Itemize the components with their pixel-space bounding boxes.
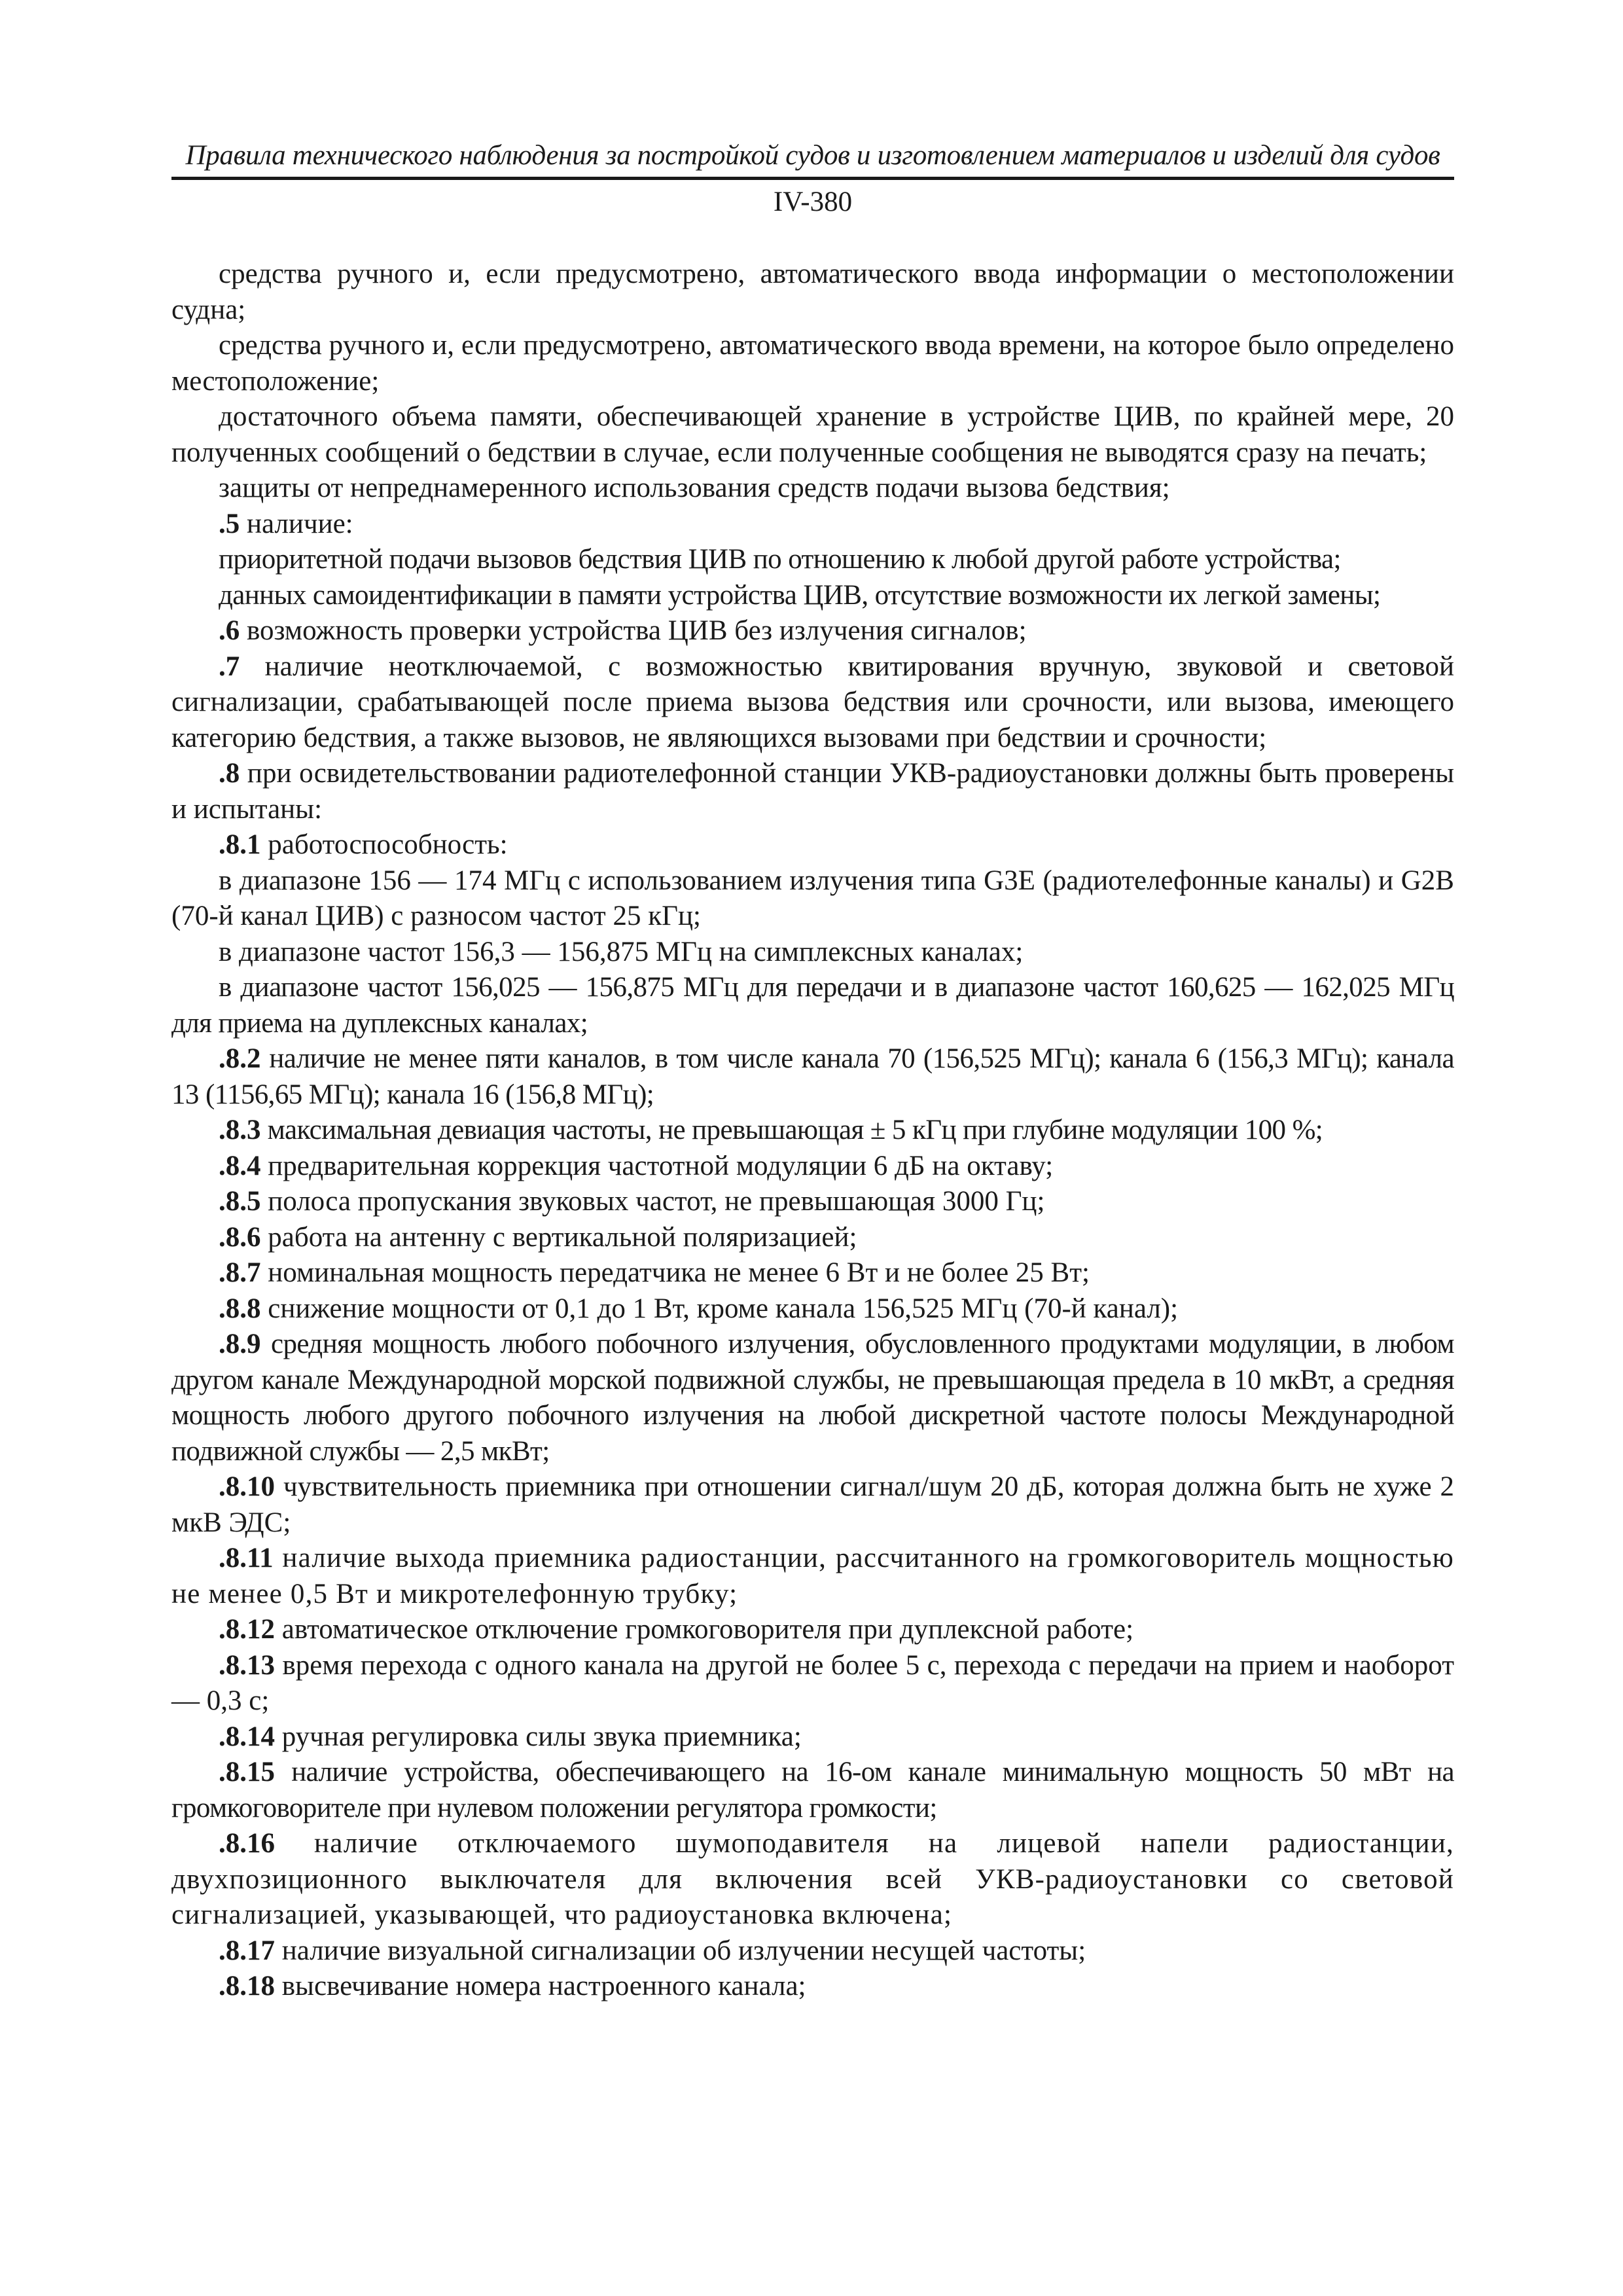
clause-number: .8.14 xyxy=(219,1721,275,1752)
paragraph-text: наличие не менее пяти каналов, в том числе канала 70 (156,525 МГц); канала 6 (156,3 МГц); канала 13 (1156,65 МГц); канала 16 (156,8 МГц); xyxy=(171,1043,1454,1110)
paragraph xyxy=(171,827,1454,863)
paragraph-text: высвечивание номера настроенного канала; xyxy=(275,1971,806,2001)
paragraph-text: максимальная девиация частоты, не превышающая ± 5 кГц при глубине модуляции 100 %; xyxy=(260,1115,1323,1145)
paragraph-text: чувствительность приемника при отношении сигнал/шум 20 дБ, которая должна быть не хуже 2 мкВ ЭДС; xyxy=(171,1471,1454,1538)
paragraph-text: в диапазоне частот 156,025 — 156,875 МГц для передачи и в диапазоне частот 160,625 — 162,025 МГц для приема на дуплексных каналах; xyxy=(171,972,1454,1039)
paragraph-text: ручная регулировка силы звука приемника; xyxy=(275,1721,802,1752)
paragraph-text: работоспособность: xyxy=(260,829,508,860)
clause-number: .8.8 xyxy=(219,1293,261,1324)
paragraph xyxy=(171,1184,1454,1220)
paragraph-text: достаточного объема памяти, обеспечивающей хранение в устройстве ЦИВ, по крайней мере, 20 полученных сообщений о бедствии в случае, если полученные сообщения не выводятся сразу на печать; xyxy=(171,401,1454,468)
paragraph xyxy=(171,1933,1454,1969)
clause-number: .8.12 xyxy=(219,1614,275,1645)
paragraph xyxy=(171,578,1454,614)
clause-number: .8.1 xyxy=(219,829,261,860)
clause-number: .8.9 xyxy=(219,1329,261,1359)
paragraph-text: при освидетельствовании радиотелефонной станции УКВ-радиоустановки должны быть проверены и испытаны: xyxy=(171,758,1454,825)
paragraph-text: в диапазоне частот 156,3 — 156,875 МГц на симплексных каналах; xyxy=(219,936,1024,967)
body-text xyxy=(171,257,1454,2005)
paragraph-text: средняя мощность любого побочного излучения, обусловленного продуктами модуляции, в любом другом канале Международной морской подвижной службы, не превышающая предела в 10 мкВт, а средняя мощность любого другого побочного излучения на любой дискретной частоте полосы Международной подвижной службы — 2,5 мкВт; xyxy=(171,1329,1454,1467)
paragraph xyxy=(171,1612,1454,1648)
paragraph xyxy=(171,399,1454,471)
paragraph xyxy=(171,1220,1454,1256)
paragraph-text: наличие устройства, обеспечивающего на 16-ом канале минимальную мощность 50 мВт на громкоговорителе при нулевом положении регулятора громкости; xyxy=(171,1757,1454,1823)
paragraph xyxy=(171,756,1454,827)
paragraph-text: наличие отключаемого шумоподавителя на лицевой напели радиостанции, двухпозиционного выключателя для включения всей УКВ-радиоустановки со световой сигнализацией, указывающей, что радиоустановка включена; xyxy=(171,1828,1454,1930)
paragraph-text: средства ручного и, если предусмотрено, автоматического ввода времени, на которое было определено местоположение; xyxy=(171,330,1454,397)
paragraph-text: наличие неотключаемой, с возможностью квитирования вручную, звуковой и световой сигнализации, срабатывающей после приема вызова бедствия или срочности, или вызова, имеющего категорию бедствия, а также вызовов, не являющихся вызовами при бедствии и срочности; xyxy=(171,651,1454,753)
clause-number: .7 xyxy=(219,651,240,682)
paragraph xyxy=(171,1541,1454,1612)
paragraph xyxy=(171,613,1454,649)
paragraph-text: наличие визуальной сигнализации об излучении несущей частоты; xyxy=(275,1935,1086,1966)
paragraph-text: защиты от непреднамеренного использования средств подачи вызова бедствия; xyxy=(219,473,1170,503)
paragraph xyxy=(171,935,1454,971)
clause-number: .8.6 xyxy=(219,1221,261,1253)
paragraph xyxy=(171,1826,1454,1933)
clause-number: .8.18 xyxy=(219,1971,275,2001)
clause-number: .8.4 xyxy=(219,1150,261,1181)
clause-number: .8.7 xyxy=(219,1257,261,1288)
paragraph-text: работа на антенну с вертикальной поляризацией; xyxy=(260,1221,857,1253)
clause-number: .8.2 xyxy=(219,1043,261,1074)
paragraph-text: средства ручного и, если предусмотрено, автоматического ввода информации о местоположении судна; xyxy=(171,259,1454,325)
paragraph-text: время перехода с одного канала на другой не более 5 с, перехода с передачи на прием и наоборот — 0,3 с; xyxy=(171,1649,1454,1716)
page-header xyxy=(171,137,1454,221)
paragraph xyxy=(171,863,1454,935)
paragraph-text: приоритетной подачи вызовов бедствия ЦИВ по отношению к любой другой работе устройства; xyxy=(219,544,1341,575)
paragraph xyxy=(171,542,1454,578)
page-number: IV-380 xyxy=(773,187,853,217)
paragraph xyxy=(171,1969,1454,2005)
clause-number: .8.13 xyxy=(219,1649,275,1681)
paragraph-text: снижение мощности от 0,1 до 1 Вт, кроме канала 156,525 МГц (70-й канал); xyxy=(260,1293,1179,1324)
paragraph xyxy=(171,649,1454,757)
paragraph xyxy=(171,1149,1454,1185)
clause-number: .8.3 xyxy=(219,1115,261,1145)
running-title: Правила технического наблюдения за постройкой судов и изготовлением материалов и изделий для судов xyxy=(185,140,1440,171)
clause-number: .8.5 xyxy=(219,1186,261,1217)
paragraph xyxy=(171,1755,1454,1826)
header-divider xyxy=(171,177,1454,180)
paragraph xyxy=(171,970,1454,1041)
paragraph xyxy=(171,1469,1454,1541)
paragraph xyxy=(171,1719,1454,1755)
clause-number: .6 xyxy=(219,615,240,646)
paragraph xyxy=(171,1648,1454,1719)
clause-number: .5 xyxy=(219,508,240,539)
paragraph xyxy=(171,1327,1454,1469)
clause-number: .8.11 xyxy=(219,1543,274,1573)
clause-number: .8.15 xyxy=(219,1757,275,1787)
clause-number: .8.10 xyxy=(219,1471,275,1502)
paragraph-text: возможность проверки устройства ЦИВ без излучения сигналов; xyxy=(240,615,1027,646)
paragraph-text: в диапазоне 156 — 174 МГц с использованием излучения типа G3E (радиотелефонные каналы) и G2B (70-й канал ЦИВ) с разносом частот 25 кГц; xyxy=(171,865,1454,931)
clause-number: .8.16 xyxy=(219,1828,275,1859)
paragraph-text: наличие выхода приемника радиостанции, рассчитанного на громкоговоритель мощностью не менее 0,5 Вт и микротелефонную трубку; xyxy=(171,1543,1454,1609)
paragraph xyxy=(171,471,1454,507)
clause-number: .8.17 xyxy=(219,1935,275,1966)
paragraph-text: предварительная коррекция частотной модуляции 6 дБ на октаву; xyxy=(260,1150,1054,1181)
paragraph-text: номинальная мощность передатчика не менее 6 Вт и не более 25 Вт; xyxy=(260,1257,1090,1288)
paragraph xyxy=(171,507,1454,543)
paragraph-text: автоматическое отключение громкоговорителя при дуплексной работе; xyxy=(275,1614,1134,1645)
paragraph xyxy=(171,328,1454,399)
paragraph xyxy=(171,1291,1454,1327)
paragraph xyxy=(171,257,1454,328)
paragraph xyxy=(171,1255,1454,1291)
paragraph xyxy=(171,1041,1454,1113)
paragraph xyxy=(171,1113,1454,1149)
paragraph-text: данных самоидентификации в памяти устройства ЦИВ, отсутствие возможности их легкой замены; xyxy=(219,579,1381,611)
paragraph-text: полоса пропускания звуковых частот, не превышающая 3000 Гц; xyxy=(260,1186,1045,1217)
paragraph-text: наличие: xyxy=(240,508,353,539)
clause-number: .8 xyxy=(219,758,240,789)
